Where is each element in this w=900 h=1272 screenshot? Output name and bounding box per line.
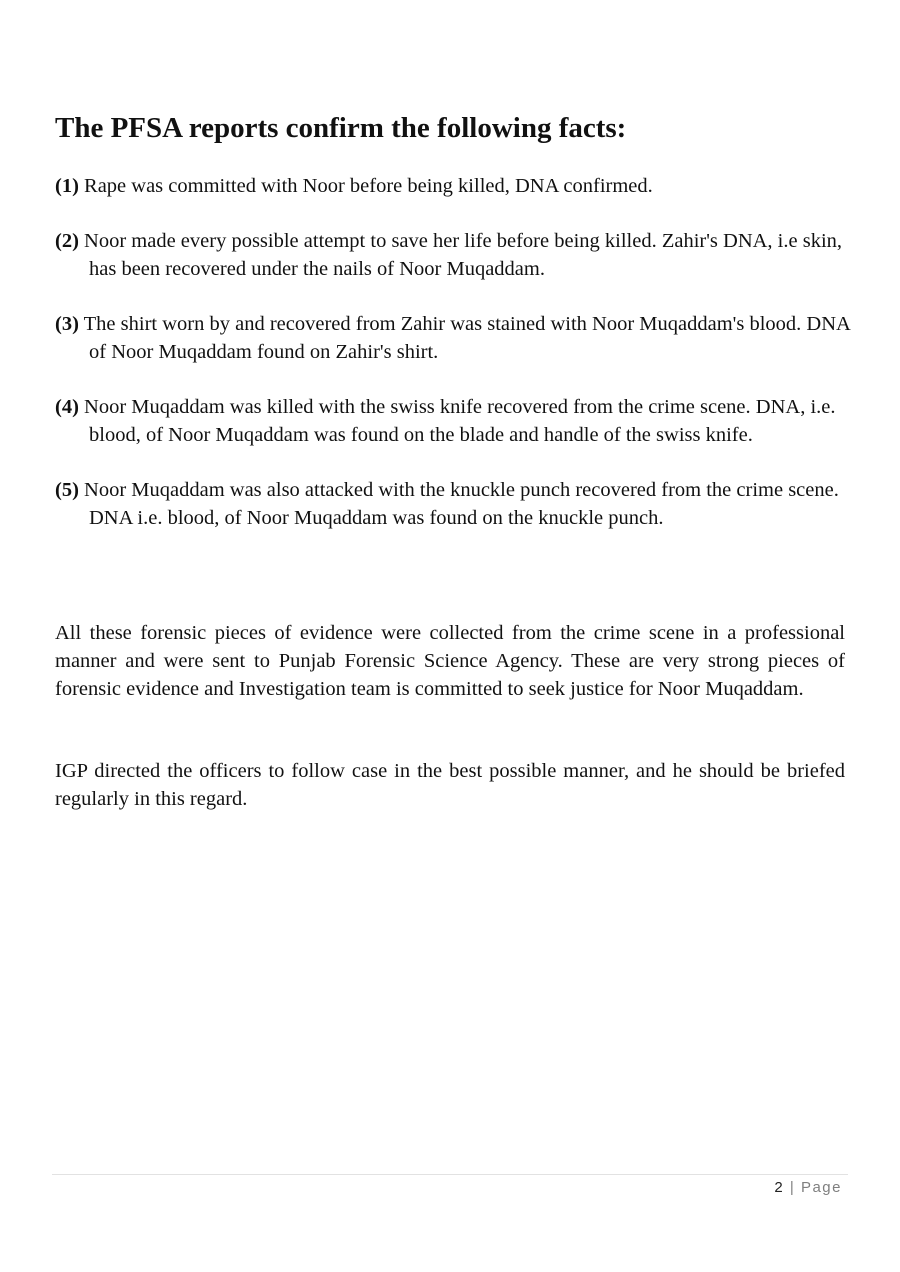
evidence-paragraph: All these forensic pieces of evidence were collected from the crime scene in a professional manner and were sent to Punjab Forensic Science Agency. These are very strong pieces of forensic evidence and Investigation team is committed to seek justice for Noor Muqaddam. <box>55 622 845 700</box>
fact-item-1 <box>55 172 855 200</box>
page-number: 2 <box>774 1179 785 1196</box>
fact-number: (4) <box>55 396 79 418</box>
footer-divider <box>52 1174 848 1175</box>
fact-number: (1) <box>55 175 79 197</box>
page-separator: | <box>784 1179 801 1196</box>
fact-item-5 <box>55 476 855 532</box>
fact-text: Noor made every possible attempt to save her life before being killed. Zahir's DNA, i.e skin, has been recovered under the nails of Noor Muqaddam. <box>78 230 843 280</box>
page-heading: The PFSA reports confirm the following facts: <box>55 112 627 144</box>
page-footer <box>774 1178 842 1198</box>
fact-item-3 <box>55 310 855 366</box>
fact-text: Noor Muqaddam was also attacked with the knuckle punch recovered from the crime scene. DNA i.e. blood, of Noor Muqaddam was found on the knuckle punch. <box>78 479 839 529</box>
fact-number: (5) <box>55 479 79 501</box>
fact-text: Rape was committed with Noor before being killed, DNA confirmed. <box>78 175 653 197</box>
fact-text: The shirt worn by and recovered from Zahir was stained with Noor Muqaddam's blood. DNA of Noor Muqaddam found on Zahir's shirt. <box>78 313 850 363</box>
fact-item-4 <box>55 393 855 449</box>
fact-number: (3) <box>55 313 79 335</box>
fact-item-2 <box>55 227 855 283</box>
facts-list <box>55 172 855 559</box>
fact-text: Noor Muqaddam was killed with the swiss knife recovered from the crime scene. DNA, i.e. blood, of Noor Muqaddam was found on the blade and handle of the swiss knife. <box>78 396 836 446</box>
page-label: Page <box>800 1179 842 1196</box>
igp-directive-paragraph: IGP directed the officers to follow case in the best possible manner, and he should be briefed regularly in this regard. <box>55 760 845 810</box>
fact-number: (2) <box>55 230 79 252</box>
